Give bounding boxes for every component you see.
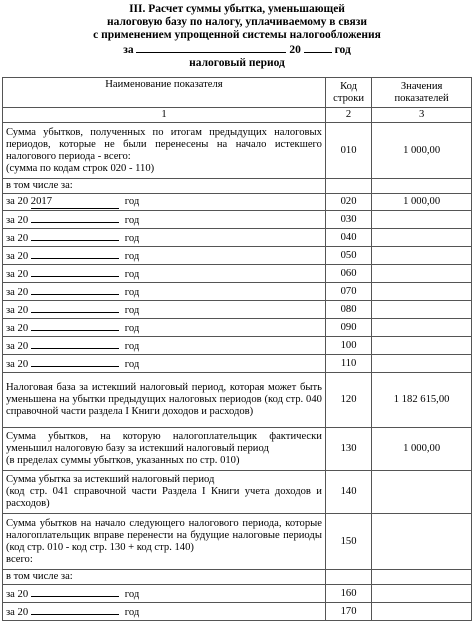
row-code: 170 [325,603,371,621]
row-label: Сумма убытков на начало следующего налогового периода, которые налогоплательщик вправе перенести на будущие налоговые периоды (код стр. 010 - код стр. 130 + код стр. 140) [6,517,322,553]
table-row [3,123,472,179]
col-header-name: Наименование показателя [3,78,326,108]
row-code: 030 [325,211,371,229]
row-value[interactable] [372,301,472,319]
row-year-field[interactable] [31,604,119,615]
row-code: 080 [325,301,371,319]
table-row [3,319,472,337]
row-value[interactable] [372,514,472,570]
row-code: 160 [325,585,371,603]
row-god: год [124,323,140,334]
row-god: год [124,287,140,298]
table-row [3,179,472,194]
row-label: Сумма убытков, на которую налогоплательщик фактически уменьшил налоговую базу за истекший налоговый период [6,431,322,454]
row-value[interactable] [372,211,472,229]
row-year-prefix: за 20 [6,305,29,316]
col-number-row [3,108,472,123]
row-code: 140 [325,471,371,514]
period-blank[interactable] [136,42,286,53]
row-year-prefix: за 20 [6,341,29,352]
period-year-prefix: 20 [289,44,301,56]
table-row [3,265,472,283]
row-god: год [124,215,140,226]
row-value[interactable] [372,585,472,603]
row-code: 150 [325,514,371,570]
row-label-note: (в пределах суммы убытков, указанных по стр. 010) [6,455,240,466]
row-year-prefix: за 20 [6,323,29,334]
table-row [3,337,472,355]
loss-table [2,77,472,621]
section-title: III. Расчет суммы убытка, уменьшающей [129,3,345,15]
row-value[interactable] [372,319,472,337]
row-code: 010 [325,123,371,179]
table-row [3,373,472,428]
row-value[interactable] [372,355,472,373]
row-year-prefix: за 20 [6,251,29,262]
table-row [3,247,472,265]
row-god: год [124,269,140,280]
row-god: год [124,195,140,207]
table-row [3,471,472,514]
row-code: 100 [325,337,371,355]
col-number: 3 [372,108,472,123]
row-year-prefix: за 20 [6,195,29,207]
table-row [3,229,472,247]
row-value[interactable]: 1 182 615,00 [372,373,472,428]
row-god: год [124,607,140,618]
row-label: Налоговая база за истекший налоговый период, которая может быть уменьшена на убытки предыдущих налоговых периодов (код стр. 040 справочной части раздела I Книги доходов и расходов) [3,373,326,428]
table-row [3,428,472,471]
col-number: 1 [3,108,326,123]
row-value[interactable] [372,337,472,355]
period-caption: налоговый период [189,57,285,69]
row-year-field[interactable] [31,302,119,313]
row-label-note: (сумма по кодам строк 020 - 110) [6,162,155,174]
row-year-field[interactable] [31,266,119,277]
row-label: в том числе за: [3,570,326,585]
period-year-blank[interactable] [304,42,332,53]
row-code: 130 [325,428,371,471]
row-value[interactable] [372,283,472,301]
row-year-prefix: за 20 [6,233,29,244]
col-header-value: Значения показателей [372,78,472,108]
row-value[interactable]: 1 000,00 [372,194,472,211]
table-row [3,194,472,211]
row-code: 110 [325,355,371,373]
row-code: 060 [325,265,371,283]
row-label: в том числе за: [3,179,326,194]
row-code: 050 [325,247,371,265]
row-value[interactable] [372,471,472,514]
row-value[interactable] [372,229,472,247]
row-year-field[interactable]: 2017 [31,196,119,209]
row-code: 020 [325,194,371,211]
col-number: 2 [325,108,371,123]
row-year-field[interactable] [31,284,119,295]
table-row [3,585,472,603]
period-za: за [123,44,134,56]
row-year-prefix: за 20 [6,607,29,618]
period-god: год [334,44,351,56]
table-row [3,211,472,229]
row-year-field[interactable] [31,320,119,331]
row-value[interactable]: 1 000,00 [372,123,472,179]
row-year-prefix: за 20 [6,269,29,280]
header-row [3,78,472,108]
row-year-prefix: за 20 [6,215,29,226]
period-line [0,42,474,57]
row-year-field[interactable] [31,230,119,241]
row-code: 070 [325,283,371,301]
col-header-code: Код строки [325,78,371,108]
row-label: Сумма убытков, полученных по итогам предыдущих налоговых периодов, которые не были перенесены на начало истекшего налогового периода - всего: [6,126,322,162]
row-god: год [124,589,140,600]
row-code: 090 [325,319,371,337]
row-year-field[interactable] [31,212,119,223]
row-value[interactable] [372,247,472,265]
row-year-field[interactable] [31,586,119,597]
row-label: Сумма убытка за истекший налоговый период [6,474,215,485]
row-year-prefix: за 20 [6,589,29,600]
row-god: год [124,251,140,262]
row-year-prefix: за 20 [6,287,29,298]
table-row [3,283,472,301]
row-value[interactable]: 1 000,00 [372,428,472,471]
section-title-line3: с применением упрощенной системы налогообложения [93,29,381,41]
row-year-field[interactable] [31,248,119,259]
row-god: год [124,305,140,316]
row-year-field[interactable] [31,356,119,367]
table-row [3,301,472,319]
section-title-line2: налоговую базу по налогу, уплачиваемому в связи [107,16,367,28]
row-god: год [124,359,140,370]
row-label-note: всего: [6,553,33,565]
row-value[interactable] [372,265,472,283]
table-row [3,570,472,585]
row-code: 120 [325,373,371,428]
row-year-prefix: за 20 [6,359,29,370]
row-label-note: (код стр. 041 справочной части Раздела I Книги учета доходов и расходов) [6,486,322,509]
row-god: год [124,341,140,352]
row-year-field[interactable] [31,338,119,349]
table-row [3,514,472,570]
row-code: 040 [325,229,371,247]
table-row [3,355,472,373]
row-god: год [124,233,140,244]
